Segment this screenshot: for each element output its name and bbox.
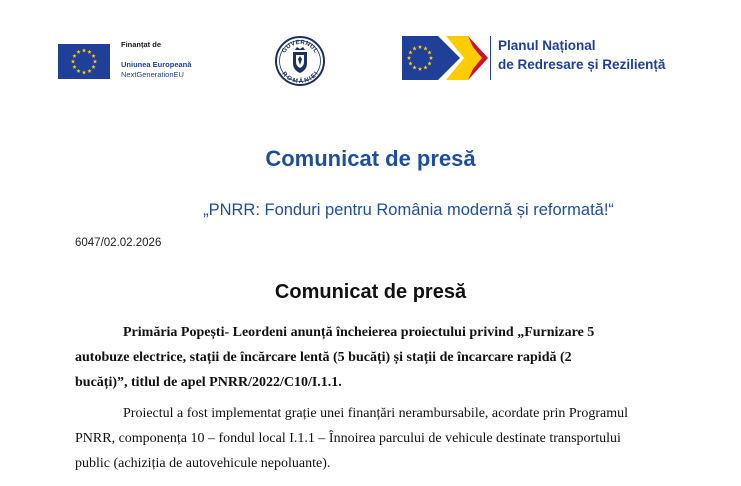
star-icon bbox=[76, 50, 80, 54]
star-icon bbox=[93, 59, 97, 63]
government-seal-icon bbox=[274, 35, 326, 87]
paragraph-line: autobuze electrice, stații de încărcare lentă (5 bucăți) și stații de încarcare rapidă (2 bbox=[75, 350, 572, 365]
paragraph-line: bucăți)”, titlul de apel PNRR/2022/C10/I.1.1. bbox=[75, 375, 342, 390]
pnrr-divider bbox=[490, 36, 491, 80]
seal-top-text: GUVERNUL bbox=[280, 38, 320, 55]
star-icon bbox=[72, 54, 76, 58]
page-subtitle: „PNRR: Fonduri pentru România modernă și reformată!“ bbox=[203, 201, 614, 219]
page-title: Comunicat de presă bbox=[265, 146, 476, 171]
star-icon bbox=[82, 70, 86, 74]
star-icon bbox=[87, 69, 91, 73]
eu-flag-icon bbox=[58, 44, 110, 79]
star-icon bbox=[91, 54, 95, 58]
star-icon bbox=[82, 48, 86, 52]
star-icon bbox=[87, 50, 91, 54]
star-icon bbox=[76, 69, 80, 73]
pnrr-title-line2: de Redresare și Reziliență bbox=[498, 57, 666, 72]
eu-funded-by: Finanțat de bbox=[121, 40, 162, 49]
paragraph-funding bbox=[75, 401, 667, 476]
pnrr-logo-icon bbox=[402, 34, 488, 82]
eu-program-name: NextGenerationEU bbox=[121, 70, 184, 79]
paragraph-line: Primăria Popești- Leordeni anunță încheierea proiectului privind „Furnizare 5 bbox=[123, 325, 595, 340]
seal-bottom-text: ROMÂNIEI bbox=[280, 70, 320, 86]
paragraph-line: public (achiziția de autovehicule nepoluante). bbox=[75, 456, 331, 471]
star-icon bbox=[71, 59, 75, 63]
pnrr-title-line1: Planul Național bbox=[498, 38, 596, 53]
section-title: Comunicat de presă bbox=[274, 281, 467, 303]
document-number: 6047/02.02.2026 bbox=[75, 237, 162, 249]
paragraph-announcement bbox=[75, 320, 667, 395]
eu-funding-text bbox=[121, 40, 261, 81]
paragraph-line: PNRR, componența 10 – fondul local I.1.1 – Înnoirea parcului de vehicule destinate transportului bbox=[75, 431, 621, 446]
pnrr-title bbox=[498, 36, 741, 74]
star-icon bbox=[72, 65, 76, 69]
paragraph-line: Proiectul a fost implementat grație unei finanțări nerambursabile, acordate prin Programul bbox=[123, 406, 628, 421]
star-icon bbox=[91, 65, 95, 69]
eu-union-name: Uniunea Europeană bbox=[121, 59, 192, 69]
